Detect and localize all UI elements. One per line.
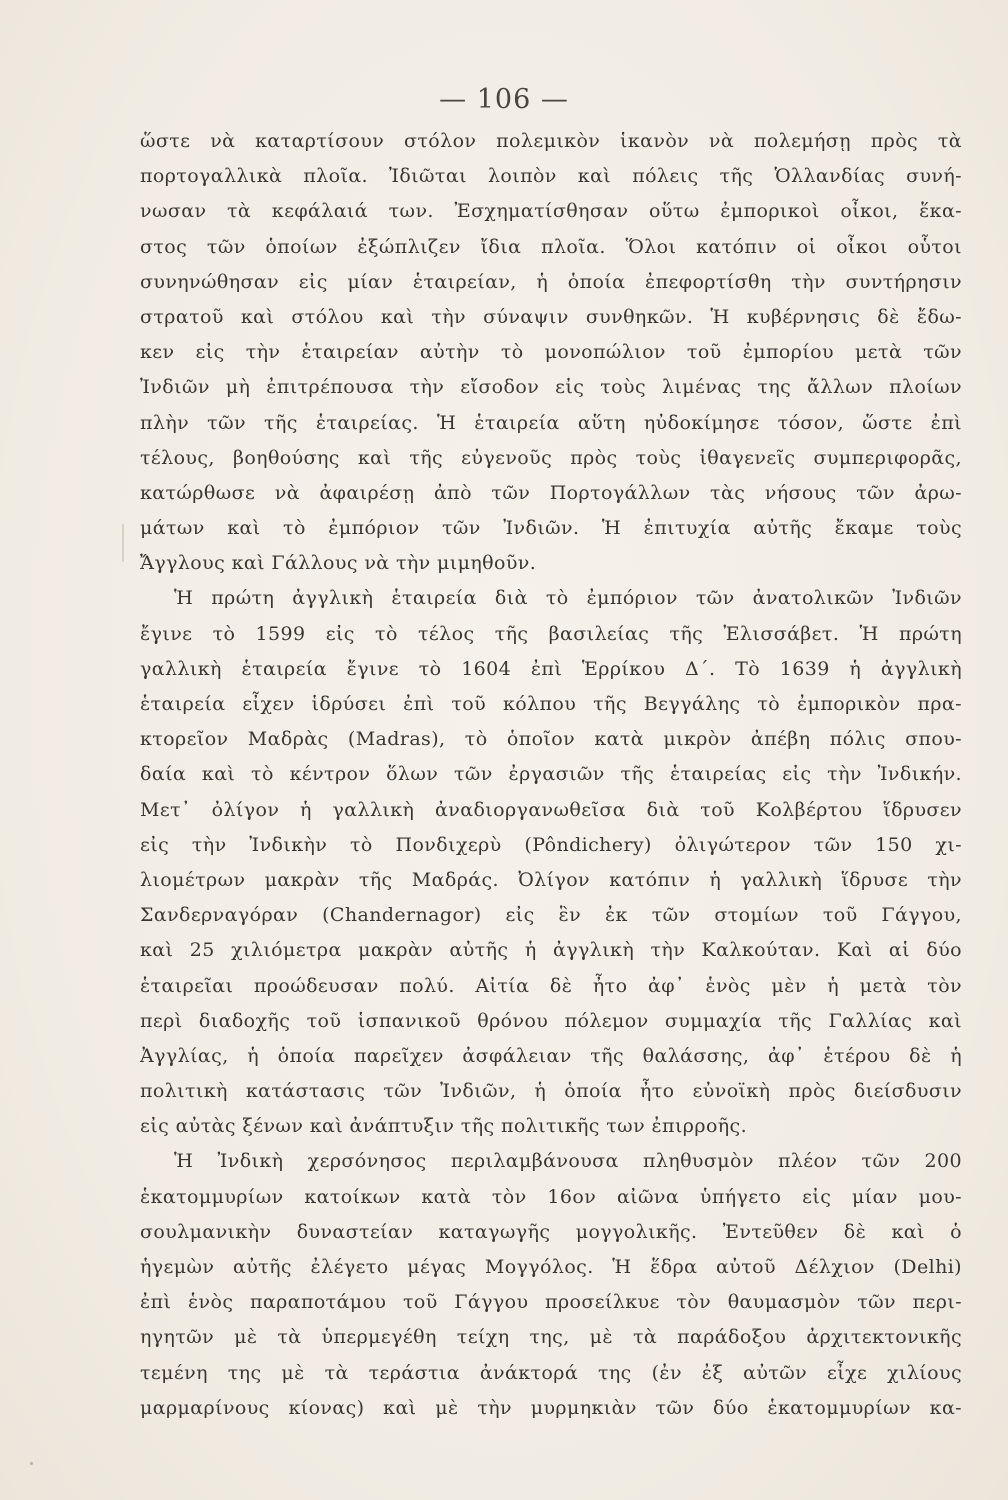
paper-speck [30, 1462, 33, 1465]
text-line: Ἰνδιῶν μὴ ἐπιτρέπουσα τὴν εἴσοδον εἰς τοὺς λιμένας της ἄλλων πλοίων [140, 376, 962, 399]
text-line: στρατοῦ καὶ στόλου καὶ τὴν σύναψιν συνθηκῶν. Ἡ κυβέρνησις δὲ ἔδω- [140, 305, 962, 328]
text-line: περὶ διαδοχῆς τοῦ ἱσπανικοῦ θρόνου πόλεμον συμμαχία τῆς Γαλλίας καὶ [140, 1009, 962, 1032]
text-line: δαία καὶ τὸ κέντρον ὅλων τῶν ἐργασιῶν τῆς ἑταιρείας εἰς τὴν Ἰνδικήν. [140, 763, 962, 786]
text-line: ἑταιρεία εἶχεν ἱδρύσει ἐπὶ τοῦ κόλπου τῆς Βεγγάλης τὸ ἐμπορικὸν πρα- [140, 693, 962, 715]
text-line: κτορεῖον Μαδρὰς (Madras), τὸ ὁποῖον κατὰ μικρὸν ἀπέβη πόλις σπου- [140, 728, 962, 751]
text-line: λιομέτρων μακρὰν τῆς Μαδράς. Ὀλίγον κατόπιν ἡ γαλλικὴ ἵδρυσε τὴν [140, 868, 962, 891]
page-number: — 106 — [439, 84, 569, 115]
text-line: ἑκατομμυρίων κατοίκων κατὰ τὸν 16ον αἰῶνα ὑπήγετο εἰς μίαν μου- [140, 1185, 962, 1208]
text-line: σουλμανικὴν δυναστείαν καταγωγῆς μογγολικῆς. Ἐντεῦθεν δὲ καὶ ὁ [140, 1220, 962, 1243]
body-text [140, 124, 962, 1426]
text-line: Ἄγγλους καὶ Γάλλους νὰ τὴν μιμηθοῦν. [140, 552, 537, 575]
text-line: πλὴν τῶν τῆς ἑταιρείας. Ἡ ἑταιρεία αὕτη ηὐδοκίμησε τόσον, ὥστε ἐπὶ [140, 411, 962, 434]
text-line: Ἡ πρώτη ἀγγλικὴ ἑταιρεία διὰ τὸ ἐμπόριον τῶν ἀνατολικῶν Ἰνδιῶν [174, 587, 962, 610]
text-line: γαλλικὴ ἑταιρεία ἔγινε τὸ 1604 ἐπὶ Ἑρρίκου Δ΄. Τὸ 1639 ἡ ἀγγλικὴ [140, 657, 962, 680]
text-line: μαρμαρίνους κίονας) καὶ μὲ τὴν μυρμηκιὰν τῶν δύο ἑκατομμυρίων κα- [140, 1396, 962, 1419]
text-line: νωσαν τὰ κεφάλαιά των. Ἐσχηματίσθησαν οὕτω ἐμπορικοὶ οἶκοι, ἕκα- [140, 200, 962, 223]
text-line: κεν εἰς τὴν ἑταιρείαν αὐτὴν τὸ μονοπώλιον τοῦ ἐμπορίου μετὰ τῶν [140, 341, 962, 364]
text-line: Ἀγγλίας, ἡ ὁποία παρεῖχεν ἀσφάλειαν τῆς θαλάσσης, ἀφ᾿ ἑτέρου δὲ ἡ [140, 1044, 962, 1067]
text-line: ὥστε νὰ καταρτίσουν στόλον πολεμικὸν ἱκανὸν νὰ πολεμήσῃ πρὸς τὰ [140, 130, 962, 152]
text-line: ἑταιρεῖαι προώδευσαν πολύ. Αἰτία δὲ ἦτο ἀφ᾿ ἑνὸς μὲν ἡ μετὰ τὸν [140, 974, 962, 997]
text-line: εἰς αὐτὰς ξένων καὶ ἀνάπτυξιν τῆς πολιτικῆς των ἐπιρροῆς. [140, 1115, 748, 1138]
text-line: πολιτικὴ κατάστασις τῶν Ἰνδιῶν, ἡ ὁποία ἦτο εὐνοϊκὴ πρὸς διείσδυσιν [140, 1080, 962, 1103]
text-line: τεμένη της μὲ τὰ τεράστια ἀνάκτορά της (ἐν ἐξ αὐτῶν εἶχε χιλίους [140, 1361, 962, 1384]
text-line: πορτογαλλικὰ πλοῖα. Ἰδιῶται λοιπὸν καὶ πόλεις τῆς Ὁλλανδίας συνή- [140, 165, 962, 188]
text-line: εἰς τὴν Ἰνδικὴν τὸ Πονδιχερὺ (Pôndichery) ὀλιγώτερον τῶν 150 χι- [140, 833, 962, 856]
text-line: ἡγεμὼν αὐτῆς ἐλέγετο μέγας Μογγόλος. Ἡ ἕδρα αὐτοῦ Δέλχιον (Delhi) [140, 1256, 962, 1278]
paragraph-2 [140, 581, 962, 1144]
text-line: ἔγινε τὸ 1599 εἰς τὸ τέλος τῆς βασιλείας τῆς Ἐλισσάβετ. Ἡ πρώτη [140, 622, 962, 645]
text-line: τέλους, βοηθούσης καὶ τῆς εὐγενοῦς πρὸς τοὺς ἰθαγενεῖς συμπεριφορᾶς, [140, 446, 962, 469]
paragraph-1 [140, 124, 962, 581]
text-line: συνηνώθησαν εἰς μίαν ἑταιρείαν, ἡ ὁποία ἐπεφορτίσθη τὴν συντήρησιν [140, 270, 962, 293]
text-line: καὶ 25 χιλιόμετρα μακρὰν αὐτῆς ἡ ἀγγλικὴ τὴν Καλκούταν. Καὶ αἱ δύο [140, 939, 962, 962]
text-line: κατώρθωσε νὰ ἀφαιρέσῃ ἀπὸ τῶν Πορτογάλλων τὰς νήσους τῶν ἀρω- [140, 481, 962, 504]
paragraph-3 [140, 1144, 962, 1426]
paper-mark [122, 524, 124, 562]
text-line: Σανδερναγόραν (Chandernagor) εἰς ἓν ἐκ τῶν στομίων τοῦ Γάγγου, [140, 904, 962, 927]
text-line: Μετ᾿ ὀλίγον ἡ γαλλικὴ ἀναδιοργανωθεῖσα διὰ τοῦ Κολβέρτου ἵδρυσεν [140, 798, 962, 821]
text-line: Ἡ Ἰνδικὴ χερσόνησος περιλαμβάνουσα πληθυσμὸν πλέον τῶν 200 [174, 1150, 962, 1173]
text-line: μάτων καὶ τὸ ἐμπόριον τῶν Ἰνδιῶν. Ἡ ἐπιτυχία αὐτῆς ἔκαμε τοὺς [140, 517, 962, 540]
text-line: στος τῶν ὁποίων ἐξώπλιζεν ἴδια πλοῖα. Ὅλοι κατόπιν οἱ οἶκοι οὗτοι [140, 235, 962, 258]
text-line: ἐπὶ ἑνὸς παραποτάμου τοῦ Γάγγου προσείλκυε τὸν θαυμασμὸν τῶν περι- [140, 1291, 962, 1314]
text-line: ηγητῶν μὲ τὰ ὑπερμεγέθη τείχη της, μὲ τὰ παράδοξου ἀρχιτεκτονικῆς [140, 1326, 962, 1349]
